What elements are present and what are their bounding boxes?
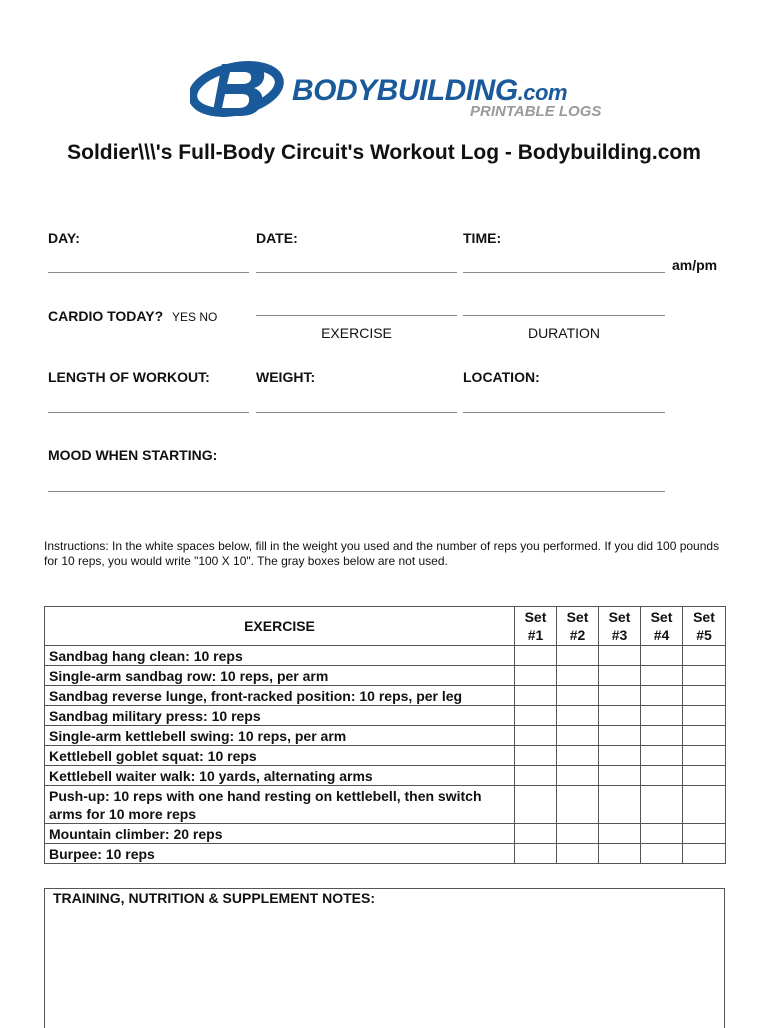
set-cell[interactable] — [515, 666, 557, 686]
set-cell[interactable] — [557, 706, 599, 726]
notes-label: TRAINING, NUTRITION & SUPPLEMENT NOTES: — [53, 890, 375, 906]
mood-label: MOOD WHEN STARTING: — [48, 447, 218, 463]
set-cell[interactable] — [599, 726, 641, 746]
set-cell[interactable] — [599, 686, 641, 706]
set-cell[interactable] — [683, 844, 726, 864]
instructions-text: Instructions: In the white spaces below, fill in the weight you used and the number of reps you performed. If you did 100 pounds for 10 reps, you would write "100 X 10". The gray boxes below are not used. — [44, 539, 720, 568]
table-row — [45, 844, 726, 864]
exercise-name: Sandbag hang clean: 10 reps — [45, 646, 515, 666]
set-cell[interactable] — [557, 766, 599, 786]
set-cell[interactable] — [683, 824, 726, 844]
set-cell[interactable] — [683, 766, 726, 786]
set-cell[interactable] — [641, 786, 683, 824]
mood-field[interactable] — [48, 491, 665, 492]
notes-box[interactable] — [44, 888, 725, 1028]
set-cell[interactable] — [599, 666, 641, 686]
set-cell[interactable] — [641, 726, 683, 746]
set-cell[interactable] — [599, 746, 641, 766]
brand-name: BODYBUILDING.com — [292, 74, 568, 107]
brand-tagline: PRINTABLE LOGS — [470, 103, 602, 120]
cardio-duration-field[interactable] — [463, 315, 665, 316]
cardio-label: CARDIO TODAY? — [48, 308, 164, 324]
set-cell[interactable] — [683, 646, 726, 666]
exercise-name: Push-up: 10 reps with one hand resting on kettlebell, then switch arms for 10 more reps — [45, 786, 515, 824]
set-cell[interactable] — [557, 646, 599, 666]
set-5-header: Set #5 — [683, 607, 726, 646]
set-cell[interactable] — [683, 666, 726, 686]
table-row — [45, 746, 726, 766]
exercise-caption: EXERCISE — [321, 325, 392, 341]
set-cell[interactable] — [641, 766, 683, 786]
time-field[interactable] — [463, 272, 665, 273]
date-field[interactable] — [256, 272, 457, 273]
set-cell[interactable] — [515, 686, 557, 706]
set-cell[interactable] — [599, 766, 641, 786]
set-cell[interactable] — [515, 844, 557, 864]
set-cell[interactable] — [683, 686, 726, 706]
exercise-name: Mountain climber: 20 reps — [45, 824, 515, 844]
exercise-name: Single-arm kettlebell swing: 10 reps, per arm — [45, 726, 515, 746]
set-cell[interactable] — [641, 824, 683, 844]
location-label: LOCATION: — [463, 369, 540, 385]
set-cell[interactable] — [515, 646, 557, 666]
set-cell[interactable] — [515, 706, 557, 726]
set-cell[interactable] — [683, 706, 726, 726]
cardio-options[interactable]: YES NO — [172, 310, 218, 324]
table-row — [45, 824, 726, 844]
set-cell[interactable] — [683, 786, 726, 824]
set-cell[interactable] — [557, 726, 599, 746]
table-header-row — [45, 607, 726, 646]
exercise-column-header: EXERCISE — [45, 607, 515, 646]
exercise-name: Single-arm sandbag row: 10 reps, per arm — [45, 666, 515, 686]
bodybuilding-logo-icon — [190, 56, 285, 122]
exercise-name: Kettlebell goblet squat: 10 reps — [45, 746, 515, 766]
table-row — [45, 646, 726, 666]
page-title: Soldier\\\'s Full-Body Circuit's Workout Log - Bodybuilding.com — [67, 141, 701, 164]
exercise-name: Kettlebell waiter walk: 10 yards, alternating arms — [45, 766, 515, 786]
exercise-name: Sandbag military press: 10 reps — [45, 706, 515, 726]
table-row — [45, 706, 726, 726]
set-1-header: Set #1 — [515, 607, 557, 646]
set-cell[interactable] — [641, 646, 683, 666]
set-cell[interactable] — [599, 706, 641, 726]
day-field[interactable] — [48, 272, 249, 273]
cardio-exercise-field[interactable] — [256, 315, 457, 316]
set-cell[interactable] — [641, 666, 683, 686]
set-cell[interactable] — [557, 666, 599, 686]
set-cell[interactable] — [515, 726, 557, 746]
set-cell[interactable] — [641, 844, 683, 864]
table-row — [45, 666, 726, 686]
set-cell[interactable] — [515, 824, 557, 844]
set-3-header: Set #3 — [599, 607, 641, 646]
set-cell[interactable] — [515, 746, 557, 766]
length-of-workout-label: LENGTH OF WORKOUT: — [48, 369, 210, 385]
table-row — [45, 786, 726, 824]
set-2-header: Set #2 — [557, 607, 599, 646]
date-label: DATE: — [256, 230, 298, 246]
table-row — [45, 766, 726, 786]
set-cell[interactable] — [599, 824, 641, 844]
table-row — [45, 726, 726, 746]
set-cell[interactable] — [515, 786, 557, 824]
set-cell[interactable] — [557, 786, 599, 824]
set-cell[interactable] — [641, 706, 683, 726]
workout-log-table — [44, 606, 726, 864]
exercise-name: Burpee: 10 reps — [45, 844, 515, 864]
set-cell[interactable] — [557, 686, 599, 706]
exercise-name: Sandbag reverse lunge, front-racked position: 10 reps, per leg — [45, 686, 515, 706]
set-cell[interactable] — [557, 844, 599, 864]
length-field[interactable] — [48, 412, 249, 413]
table-row — [45, 686, 726, 706]
set-cell[interactable] — [599, 844, 641, 864]
ampm-label: am/pm — [672, 257, 718, 273]
set-cell[interactable] — [515, 766, 557, 786]
set-cell[interactable] — [599, 786, 641, 824]
day-label: DAY: — [48, 230, 80, 246]
set-cell[interactable] — [557, 824, 599, 844]
weight-field[interactable] — [256, 412, 457, 413]
set-cell[interactable] — [683, 746, 726, 766]
set-cell[interactable] — [557, 746, 599, 766]
set-4-header: Set #4 — [641, 607, 683, 646]
time-label: TIME: — [463, 230, 502, 246]
weight-label: WEIGHT: — [256, 369, 316, 385]
set-cell[interactable] — [683, 726, 726, 746]
location-field[interactable] — [463, 412, 665, 413]
set-cell[interactable] — [599, 646, 641, 666]
set-cell[interactable] — [641, 746, 683, 766]
set-cell[interactable] — [641, 686, 683, 706]
duration-caption: DURATION — [527, 325, 601, 341]
